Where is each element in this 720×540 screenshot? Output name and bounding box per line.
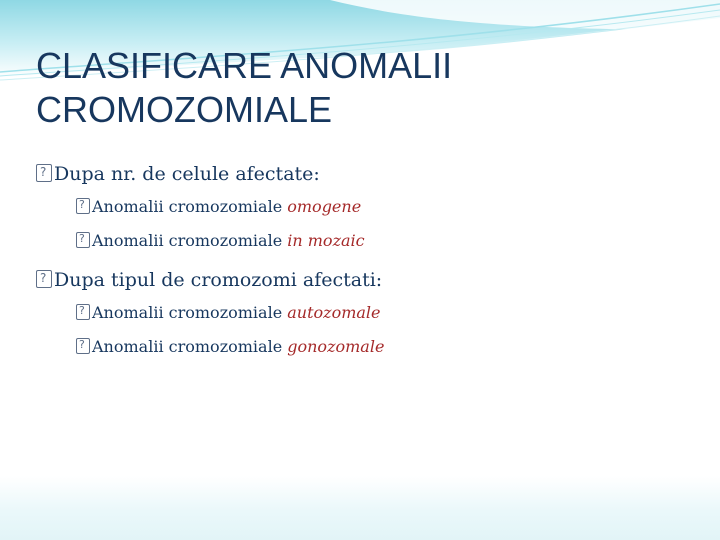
replacement-character-icon xyxy=(36,164,52,182)
footer-gradient-decoration xyxy=(0,476,720,540)
group-heading-cell-count xyxy=(36,158,696,190)
list-item xyxy=(36,296,696,330)
replacement-character-icon xyxy=(36,270,52,288)
list-item xyxy=(36,190,696,224)
title-line-2: CROMOZOMIALE xyxy=(36,89,333,130)
item-text: Anomalii cromozomiale xyxy=(92,231,288,250)
replacement-character-icon xyxy=(76,232,90,248)
item-text: Anomalii cromozomiale xyxy=(92,197,288,216)
list-item xyxy=(36,224,696,258)
heading-text: Dupa nr. de celule afectate: xyxy=(54,163,320,185)
replacement-character-icon xyxy=(76,198,90,214)
replacement-character-icon xyxy=(76,338,90,354)
item-text: Anomalii cromozomiale xyxy=(92,337,288,356)
slide-content xyxy=(36,158,696,364)
title-line-1: CLASIFICARE ANOMALII xyxy=(36,45,453,86)
group-heading-chromosome-type xyxy=(36,264,696,296)
list-item xyxy=(36,330,696,364)
item-highlight: gonozomale xyxy=(287,337,385,356)
item-highlight: in mozaic xyxy=(287,231,365,250)
replacement-character-icon xyxy=(76,304,90,320)
item-text: Anomalii cromozomiale xyxy=(92,303,288,322)
item-highlight: omogene xyxy=(287,197,362,216)
slide-title xyxy=(36,44,676,132)
heading-text: Dupa tipul de cromozomi afectati: xyxy=(54,269,383,291)
item-highlight: autozomale xyxy=(287,303,381,322)
